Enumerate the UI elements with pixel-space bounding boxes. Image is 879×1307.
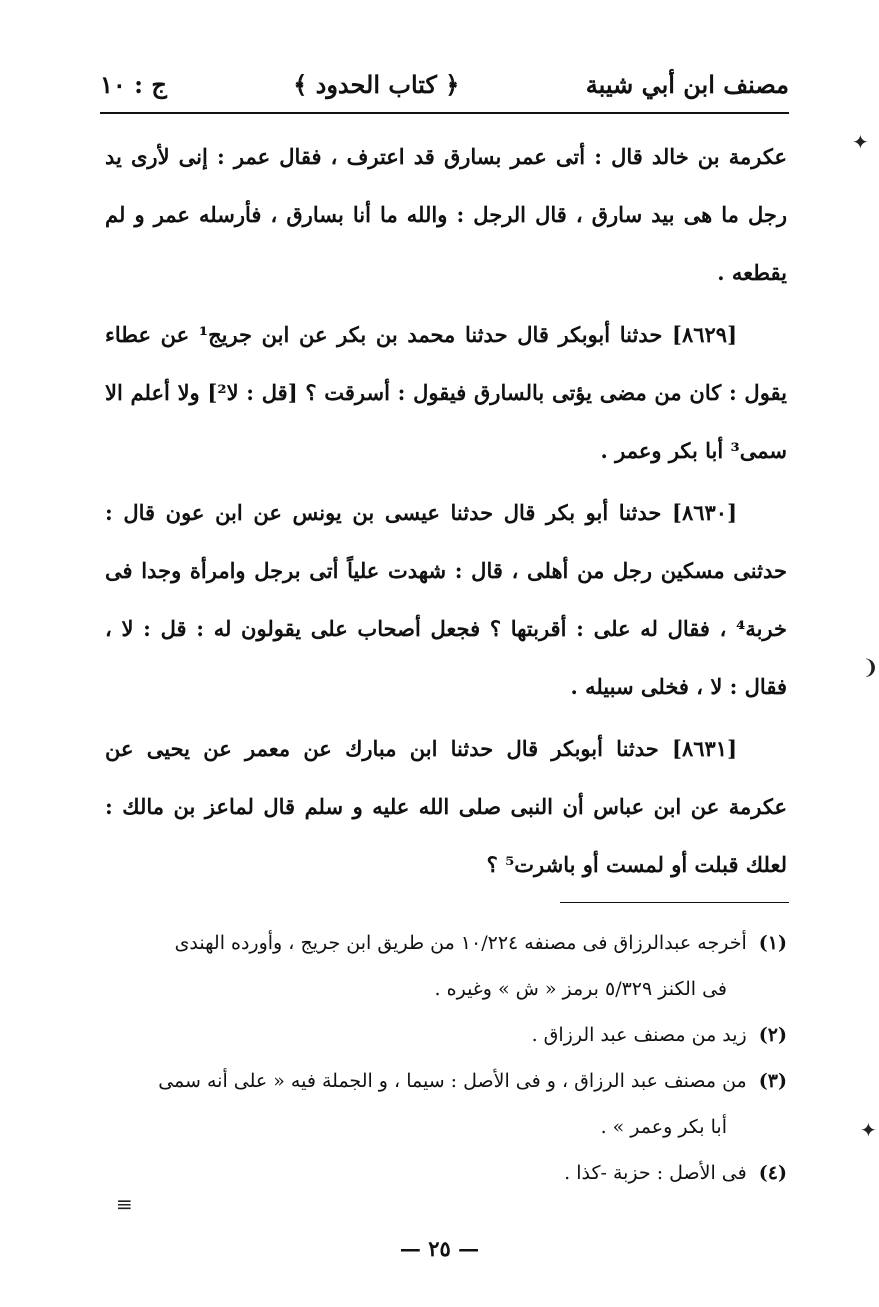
footnote-text: من مصنف عبد الرزاق ، و فى الأصل : سيما ، و الجملة فيه « على أنه سمى: [158, 1070, 747, 1092]
margin-mark-icon: ❨: [862, 655, 879, 679]
paragraph: عكرمة بن خالد قال : أتى عمر بسارق قد اعترف ، فقال عمر : إنى لأرى يد رجل ما هى بيد سارق ، قال الرجل : والله ما أنا بسارق ، فأرسله عمر و لم يقطعه .: [105, 144, 787, 285]
main-text: [105, 128, 787, 898]
margin-mark-icon: ✦: [860, 1118, 877, 1142]
footnote-item: [105, 1058, 787, 1150]
footnote-item: [105, 1150, 787, 1196]
volume-label: ج : ١٠: [100, 69, 167, 99]
footnote-number: (٢): [758, 1024, 787, 1046]
footnote-number: (١): [758, 932, 787, 954]
paragraph: [٨٦٣١] حدثنا أبوبكر قال حدثنا ابن مبارك عن معمر عن يحيى عن عكرمة عن ابن عباس أن النبى صلى الله عليه و سلم قال لماعز بن مالك : لعلك قبلت أو لمست أو باشرت⁵ ؟: [105, 736, 787, 877]
margin-mark-icon: ✦: [852, 130, 869, 154]
paragraph: [٨٦٣٠] حدثنا أبو بكر قال حدثنا عيسى بن يونس عن ابن عون قال : حدثنى مسكين رجل من أهلى ، قال : شهدت علياً أتى برجل وامرأة وجدا فى خربة⁴ ، فقال له على : أقربتها ؟ فجعل أصحاب على يقولون له : قل : لا ، فقال : لا ، فخلى سبيله .: [105, 500, 787, 699]
header-rule: [100, 112, 789, 114]
footnote-text: فى الأصل : حزبة -كذا .: [564, 1162, 747, 1184]
book-title: مصنف ابن أبي شيبة: [585, 69, 789, 99]
footnote-rule: [560, 902, 789, 903]
footnote-text: زيد من مصنف عبد الرزاق .: [531, 1024, 747, 1046]
footnote-continuation: فى الكنز ٥/٣٢٩ برمز « ش » وغيره .: [434, 978, 727, 1000]
footnote-item: [105, 1012, 787, 1058]
page-number: — ٢٥ —: [399, 1236, 480, 1261]
margin-mark-icon: ≡: [116, 1192, 133, 1216]
footnote-number: (٤): [758, 1162, 787, 1184]
footnote-number: (٣): [758, 1070, 787, 1092]
footnote-item: [105, 920, 787, 1012]
footnote-continuation: أبا بكر وعمر » .: [600, 1116, 727, 1138]
page-header: [100, 60, 789, 108]
chapter-title: ﴿ كتاب الحدود ﴾: [293, 69, 460, 99]
footnote-text: أخرجه عبدالرزاق فى مصنفه ١٠/٢٢٤ من طريق ابن جريج ، وأورده الهندى: [174, 932, 747, 954]
footnotes: [105, 920, 787, 1196]
paragraph: [٨٦٢٩] حدثنا أبوبكر قال حدثنا محمد بن بكر عن ابن جريج¹ عن عطاء يقول : كان من مضى يؤتى بالسارق فيقول : أسرقت ؟ [قل : لا²] ولا أعلم الا سمى³ أبا بكر وعمر .: [105, 322, 788, 463]
